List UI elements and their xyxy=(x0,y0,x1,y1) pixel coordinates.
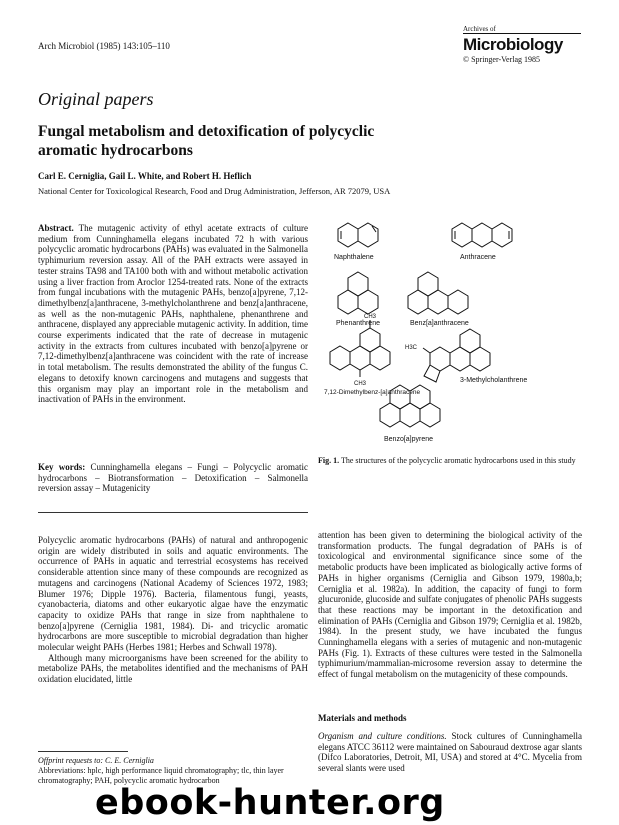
keywords-text: Cunninghamella elegans – Fungi – Polycyclic aromatic hydrocarbons – Biotransformation – Detoxification – Salmonella reversion assay – Mutagenicity xyxy=(38,462,308,494)
abbreviations-note: Abbreviations: hplc, high performance liquid chromatography; tlc, thin layer chromatography; PAH, polycyclic aromatic hydrocarbon xyxy=(38,766,284,785)
footnotes xyxy=(38,756,308,786)
introduction xyxy=(38,535,308,685)
figure-caption xyxy=(318,456,582,466)
label-methylcholanthrene: 3-Methylcholanthrene xyxy=(460,377,528,384)
intro-paragraph-1: Polycyclic aromatic hydrocarbons (PAHs) of natural and anthropogenic origin are widely distributed in soils and aquatic environments. The occurrence of PAHs in aquatic and terrestrial ecosystems has received considerable attention since many of these compounds are recognized as mutagens and carcinogens (National Academy of Sciences 1972, 1983; Blumer 1976; Dipple 1976). Bacteria, filamentous fungi, yeasts, cyanobacteria, diatoms and other eukaryotic algae have the enzymatic capacity to oxidize PAHs that range in size from naphthalene to benzo[a]pyrene (Cerniglia 1981, 1984). Di- and tricyclic aromatic hydrocarbons are more susceptible to microbial degradation than higher molecular weight PAHs (Herbes 1981; Herbes and Schwall 1978). xyxy=(38,535,308,653)
label-naphthalene: Naphthalene xyxy=(334,254,374,261)
label-ch3-top: CH3 xyxy=(364,314,377,320)
label-anthracene: Anthracene xyxy=(460,254,496,261)
label-benzanthracene: Benz[a]anthracene xyxy=(410,320,469,327)
abstract-label: Abstract. xyxy=(38,223,74,233)
section-label: Original papers xyxy=(38,89,154,109)
anthracene-structure xyxy=(452,223,512,247)
abstract-text: The mutagenic activity of ethyl acetate extracts of culture medium from Cunninghamella elegans incubated 72 h with various polycyclic aromatic hydrocarbons (PAHs) was evaluated in the Salmonella typhimurium reversion assay. All of the PAH extracts were assayed in tester strains TA98 and TA100 both with and without metabolic activation using a liver fraction from Aroclor 1254-treated rats. None of the extracts from fungal incubations with the mutagenic PAHs, benzo[a]pyrene, 7,12-dimethylbenz[a]anthracene, 3-methylcholanthrene and benz[a]anthracene, as well as the non-mutagenic PAHs, naphthalene, phenanthrene and anthracene, displayed any appreciable mutagenic activity. In addition, time course experiments indicated that the rate of decrease in mutagenic activity in the extracts from cultures incubated with benzo[a]pyrene or 7,12-dimethylbenz[a]anthracene was coincident with the rate of increase in total metabolism. The results demonstrated the ability of the fungus C. elegans to detoxify known carcinogens and mutagens and suggests that this organism may play an important role in the metabolism and inactivation of PAHs in the environment. xyxy=(38,223,308,405)
methods-subheading: Organism and culture conditions. xyxy=(318,731,447,741)
label-h3c: H3C xyxy=(405,345,418,351)
phenanthrene-structure xyxy=(338,272,378,314)
dmba-structure xyxy=(330,320,390,377)
chemical-structures-figure xyxy=(320,210,582,448)
abstract xyxy=(38,223,308,405)
methods-heading: Materials and methods xyxy=(318,713,407,723)
methods-text: Stock cultures of Cunninghamella elegans ATCC 36112 were maintained on Sabouraud dextrose agar slants (Difco Laboratories, Detroit, MI, USA) and stored at 4°C. Mycelia from several slants were used xyxy=(318,731,583,774)
figure-caption-label: Fig. 1. xyxy=(318,456,340,465)
naphthalene-structure xyxy=(338,223,378,247)
journal-prefix: Archives of xyxy=(463,25,496,33)
keywords xyxy=(38,462,308,494)
figure-caption-text: The structures of the polycyclic aromatic hydrocarbons used in this study xyxy=(340,456,576,465)
copyright-notice: © Springer-Verlag 1985 xyxy=(463,55,541,64)
intro-paragraph-2: Although many microorganisms have been screened for the ability to metabolize PAHs, the metabolites identified and the mechanisms of PAH oxidation elucidated, little xyxy=(38,652,308,685)
label-phenanthrene: Phenanthrene xyxy=(336,320,380,327)
footnote-divider xyxy=(38,751,128,752)
paper-title: Fungal metabolism and detoxification of polycyclic aromatic hydrocarbons xyxy=(38,123,375,159)
affiliation: National Center for Toxicological Research, Food and Drug Administration, Jefferson, AR 72079, USA xyxy=(38,186,391,196)
keywords-label: Key words: xyxy=(38,462,86,472)
journal-masthead xyxy=(463,25,581,64)
journal-logo: Microbiology xyxy=(463,33,581,54)
benzanthracene-structure xyxy=(408,272,468,314)
label-dmba: 7,12-Dimethylbenz-[a]anthracene xyxy=(324,389,421,396)
journal-citation: Arch Microbiol (1985) 143:105–110 xyxy=(38,41,170,51)
methylcholanthrene-structure xyxy=(423,329,490,382)
section-divider xyxy=(38,512,308,513)
authors: Carl E. Cerniglia, Gail L. White, and Robert H. Heflich xyxy=(38,171,252,181)
right-column-paragraph: attention has been given to determining the biological activity of the transformation products. The fungal degradation of PAHs is of toxicological and environmental significance since some of the metabolic products have been implicated as biologically active forms of PAHs in higher organisms (Cerniglia and Gibson 1979, 1980a,b; Cerniglia et al. 1982a). In addition, the capacity of fungi to form glucuronide, glucoside and sulfate conjugates of phenolic PAHs suggests that these reactions may be important in the detoxification and elimination of PAHs (Cerniglia and Gibson 1979; Cerniglia et al. 1982b, 1984). In the present study, we have incubated the fungus Cunninghamella elegans with a series of mutagenic and non-mutagenic PAHs (Fig. 1). Extracts of these cultures were tested in the Salmonella typhimurium/mammalian-microsome reversion assay to determine the effect of fungal metabolism on the mutagenicity of these compounds. xyxy=(318,530,582,680)
label-ch3-bottom: CH3 xyxy=(354,381,367,387)
offprint-note: Offprint requests to: C. E. Cerniglia xyxy=(38,756,154,765)
methods-paragraph xyxy=(318,731,582,774)
watermark: ebook-hunter.org xyxy=(95,783,445,823)
label-benzopyrene: Benzo[a]pyrene xyxy=(384,436,434,443)
